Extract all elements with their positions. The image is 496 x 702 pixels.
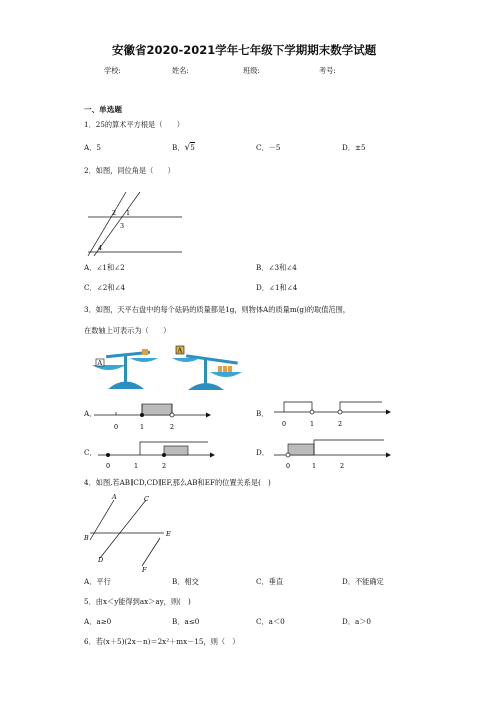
school-field: 学校: xyxy=(104,66,121,75)
q4-option-a: A．平行 xyxy=(84,577,111,586)
q3-balance-figure xyxy=(86,344,246,396)
q3-stem-cont: 在数轴上可表示为（ ） xyxy=(84,326,171,335)
tick-0: 0 xyxy=(282,420,287,428)
q2-option-b: B．∠3和∠4 xyxy=(256,263,297,272)
q1-option-b xyxy=(172,143,195,153)
name-field: 姓名: xyxy=(172,66,189,75)
tick-1: 1 xyxy=(312,462,317,470)
q2-option-d: D．∠1和∠4 xyxy=(256,283,298,292)
q3-option-d: D． xyxy=(256,448,269,457)
tick-1: 1 xyxy=(134,462,139,470)
tick-2: 2 xyxy=(338,420,343,428)
q4-stem: 4．如图,若AB∥CD,CD∥EF,那么AB和EF的位置关系是( ) xyxy=(84,478,271,487)
tick-2: 2 xyxy=(340,462,345,470)
q2-label-4: 4 xyxy=(98,244,103,252)
q4-label-d: D xyxy=(98,556,104,564)
q4-label-c: C xyxy=(144,495,149,503)
q2-stem: 2．如图，同位角是（ ） xyxy=(84,166,175,175)
q5-option-d: D．a＞0 xyxy=(342,617,371,626)
q4-label-a: A xyxy=(112,493,117,501)
sqrt-symbol: √ xyxy=(184,143,191,153)
tick-0: 0 xyxy=(114,423,119,431)
balance-left xyxy=(92,349,158,389)
tick-1: 1 xyxy=(310,420,315,428)
class-field: 班级: xyxy=(243,66,260,75)
q5-stem: 5．由x＜y能得到ax＞ay，则( ) xyxy=(84,597,191,606)
q3-stem: 3．如图，天平右盘中的每个砝码的质量都是1g，则物体A的质量m(g)的取值范围， xyxy=(84,305,350,314)
tick-2: 2 xyxy=(162,462,167,470)
q3-numberline-d xyxy=(272,436,392,472)
q3-numberline-c xyxy=(96,436,216,472)
q1-option-b-label: B． xyxy=(172,143,185,152)
q3-option-b: B． xyxy=(256,409,269,418)
q4-figure xyxy=(86,492,186,572)
q2-option-c: C．∠2和∠4 xyxy=(84,283,126,292)
q1-option-c: C．－5 xyxy=(256,143,281,152)
q1-option-b-radicand: 5 xyxy=(190,143,195,152)
q6-stem: 6．若(x＋5)(2x－n)＝2x²＋mx－15，则（ ） xyxy=(84,637,240,646)
q4-option-c: C．垂直 xyxy=(256,577,284,586)
q3-option-a: A． xyxy=(84,409,97,418)
q1-stem: 1．25的算术平方根是（ ） xyxy=(84,120,184,129)
number-field: 考号: xyxy=(319,66,336,75)
section-heading: 一、单选题 xyxy=(84,105,122,114)
tick-2: 2 xyxy=(170,423,175,431)
q5-option-b: B．a≤0 xyxy=(172,617,200,626)
q3-numberline-a xyxy=(92,398,212,434)
q3-option-c: C． xyxy=(84,448,97,457)
page-title: 安徽省2020-2021学年七年级下学期期末数学试题 xyxy=(112,43,377,57)
q4-option-d: D．不能确定 xyxy=(342,577,384,586)
q2-figure xyxy=(86,190,186,256)
q5-option-c: C．a＜0 xyxy=(256,617,285,626)
q4-label-f: F xyxy=(142,566,147,574)
q1-option-a: A．5 xyxy=(84,143,101,152)
q4-label-e: E xyxy=(166,530,171,538)
q1-option-d: D．±5 xyxy=(342,143,366,152)
tick-1: 1 xyxy=(140,423,145,431)
q2-option-a: A．∠1和∠2 xyxy=(84,263,125,272)
q4-label-b: B xyxy=(84,534,89,542)
q5-option-a: A．a≥0 xyxy=(84,617,112,626)
balance-right xyxy=(172,346,242,390)
q3-numberline-b xyxy=(272,398,392,434)
q2-label-1: 1 xyxy=(126,209,131,217)
q3-label-a-right: A xyxy=(177,346,183,355)
q2-label-3: 3 xyxy=(120,222,125,230)
tick-0: 0 xyxy=(286,462,291,470)
q2-label-2: 2 xyxy=(112,209,117,217)
tick-0: 0 xyxy=(106,462,111,470)
q4-option-b: B．相交 xyxy=(172,577,199,586)
q3-label-a-left: A xyxy=(97,359,103,367)
